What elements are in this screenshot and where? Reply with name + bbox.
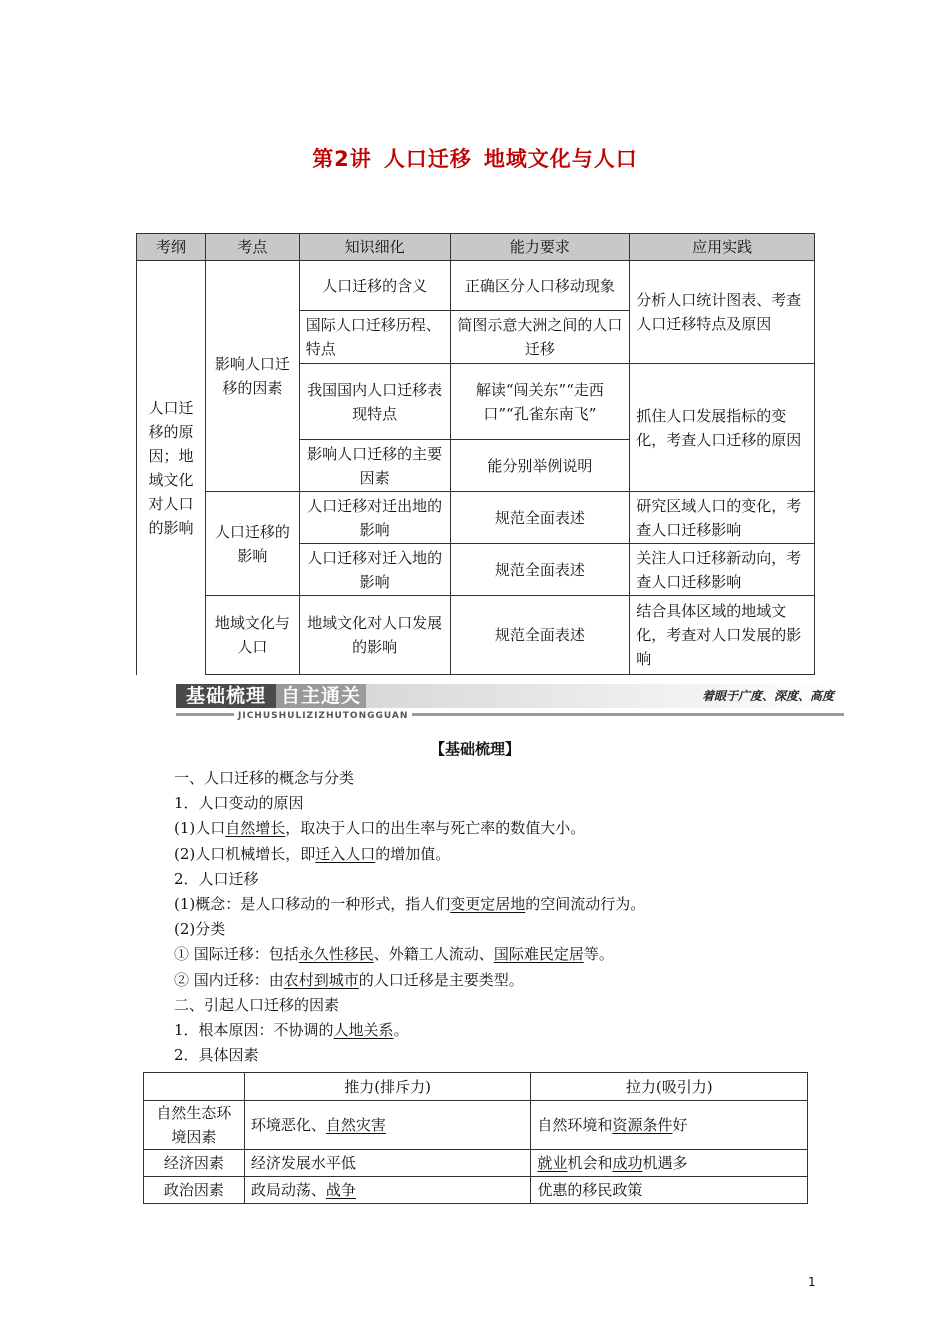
blank-answer: 自然增长 — [225, 819, 286, 838]
text-line: 1．人口变动的原因 — [174, 794, 304, 813]
title-topic-1: 人口迁移 — [383, 147, 472, 171]
nengli-cell: 规范全面表述 — [450, 492, 630, 544]
zhishi-cell: 人口迁移对迁出地的影响 — [299, 492, 450, 544]
banner-tagline: 着眼于广度、深度、高度 — [701, 689, 834, 703]
pull-cell: 优惠的移民政策 — [531, 1177, 808, 1204]
text-line: ② 国内迁移：由农村到城市的人口迁移是主要类型。 — [174, 970, 524, 989]
factors-table — [143, 1072, 808, 1204]
zhishi-cell: 我国国内人口迁移表现特点 — [299, 364, 450, 440]
nengli-cell: 能分别举例说明 — [450, 440, 630, 492]
text-line: (2)分类 — [174, 920, 226, 939]
banner-label-dark: 基础梳理 — [176, 684, 276, 708]
zhishi-cell: 影响人口迁移的主要因素 — [299, 440, 450, 492]
blank-answer: 自然灾害 — [325, 1116, 386, 1134]
text-line: (1)人口自然增长，取决于人口的出生率与死亡率的数值大小。 — [174, 819, 586, 838]
header-kaogang: 考纲 — [137, 234, 206, 261]
factor-label: 政治因素 — [144, 1177, 245, 1204]
zhishi-cell: 地域文化对人口发展的影响 — [299, 596, 450, 675]
nengli-cell: 解读“闯关东”“走西口”“孔雀东南飞” — [450, 364, 630, 440]
nengli-cell: 正确区分人口移动现象 — [450, 261, 630, 311]
blank-answer: 战争 — [325, 1181, 356, 1199]
kaodian-cell: 人口迁移的影响 — [205, 492, 299, 596]
factor-label: 自然生态环境因素 — [144, 1101, 245, 1150]
header-zhishi: 知识细化 — [299, 234, 450, 261]
banner-pinyin: JICHUSHULIZIZHUTONGGUAN — [234, 711, 412, 721]
syllabus-table — [136, 233, 815, 675]
yingyong-cell: 关注人口迁移新动向，考查人口迁移影响 — [630, 544, 815, 596]
pull-cell: 就业机会和成功机遇多 — [531, 1150, 808, 1177]
title-topic-2: 地域文化与人口 — [483, 147, 638, 171]
kaodian-cell: 地域文化与人口 — [205, 596, 299, 675]
blank-answer: 迁入人口 — [315, 844, 376, 863]
yingyong-cell: 分析人口统计图表、考查人口迁移特点及原因 — [630, 261, 815, 364]
text-line: 2．具体因素 — [174, 1046, 259, 1065]
heading-line: 一、人口迁移的概念与分类 — [174, 769, 355, 787]
blank-answer: 国际难民定居 — [493, 945, 584, 964]
header-yingyong: 应用实践 — [630, 234, 815, 261]
section-heading: 【基础梳理】 — [429, 740, 520, 758]
text-line: (1)概念：是人口移动的一种形式，指人们变更定居地的空间流动行为。 — [174, 894, 646, 913]
yingyong-cell: 研究区域人口的变化，考查人口迁移影响 — [630, 492, 815, 544]
pull-cell: 自然环境和资源条件好 — [531, 1101, 808, 1150]
kaodian-cell: 影响人口迁移的因素 — [205, 261, 299, 492]
zhishi-cell: 人口迁移的含义 — [299, 261, 450, 311]
nengli-cell: 规范全面表述 — [450, 596, 630, 675]
page-title — [0, 143, 950, 173]
header-nengli: 能力要求 — [450, 234, 630, 261]
heading-line: 二、引起人口迁移的因素 — [174, 995, 340, 1014]
yingyong-cell: 结合具体区域的地域文化，考查对人口发展的影响 — [630, 596, 815, 675]
zhishi-cell: 人口迁移对迁入地的影响 — [299, 544, 450, 596]
factors-header-blank — [144, 1073, 245, 1101]
yingyong-cell: 抓住人口发展指标的变化，考查人口迁移的原因 — [630, 364, 815, 492]
header-kaodian: 考点 — [205, 234, 299, 261]
blank-answer: 成功 — [612, 1154, 643, 1172]
nengli-cell: 规范全面表述 — [450, 544, 630, 596]
blank-answer: 就业 — [537, 1154, 568, 1172]
blank-answer: 人地关系 — [333, 1020, 394, 1039]
notes-body — [174, 766, 814, 1068]
text-line: ① 国际迁移：包括永久性移民、外籍工人流动、国际难民定居等。 — [174, 945, 614, 964]
text-line: 2．人口迁移 — [174, 869, 259, 888]
banner-label-light: 自主通关 — [276, 684, 366, 708]
blank-answer: 永久性移民 — [298, 945, 374, 964]
push-cell: 政局动荡、战争 — [244, 1177, 531, 1204]
zhishi-cell: 国际人口迁移历程、特点 — [299, 311, 450, 364]
blank-answer: 资源条件 — [612, 1116, 673, 1134]
push-cell: 经济发展水平低 — [244, 1150, 531, 1177]
text-line: (2)人口机械增长，即迁入人口的增加值。 — [174, 844, 451, 863]
kaogang-cell: 人口迁移的原因；地域文化对人口的影响 — [137, 261, 206, 675]
factor-label: 经济因素 — [144, 1150, 245, 1177]
factors-header-push: 推力(排斥力) — [244, 1073, 531, 1101]
lecture-number: 第2讲 — [312, 147, 372, 171]
push-cell: 环境恶化、自然灾害 — [244, 1101, 531, 1150]
section-banner — [176, 684, 844, 720]
blank-answer: 变更定居地 — [450, 894, 526, 913]
text-line: 1．根本原因：不协调的人地关系。 — [174, 1020, 409, 1039]
nengli-cell: 简图示意大洲之间的人口迁移 — [450, 311, 630, 364]
factors-header-pull: 拉力(吸引力) — [531, 1073, 808, 1101]
page-number: 1 — [808, 1275, 816, 1289]
blank-answer: 农村到城市 — [283, 970, 359, 989]
